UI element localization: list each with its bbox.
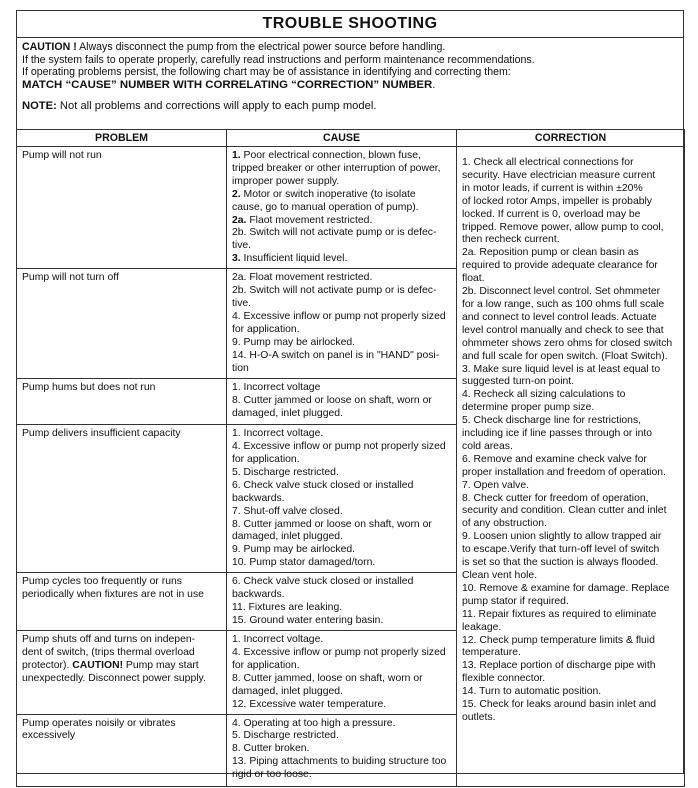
cause-text: 4. Operating at too high a pressure.	[232, 717, 396, 729]
problem-cell	[17, 425, 227, 573]
cause-item	[232, 699, 452, 712]
cause-text: 7. Shut-off valve closed.	[232, 505, 343, 517]
match-period: .	[432, 78, 436, 91]
cause-text: Flaot movement restricted.	[246, 214, 373, 226]
cause-item	[232, 480, 452, 506]
cause-text: 5. Discharge restricted.	[232, 730, 339, 742]
cause-cell	[227, 573, 457, 631]
cause-text: 5. Discharge restricted.	[232, 466, 339, 478]
intro-line-2: If the system fails to operate properly, carefully read instructions and perform maintenance recommendations.	[22, 53, 535, 66]
cause-text: Motor or switch inoperative (to isolate cause, go to manual operation of pump).	[232, 188, 419, 213]
cause-text: 11. Fixtures are leaking.	[232, 601, 343, 613]
cause-cell	[227, 269, 457, 379]
cause-item	[232, 615, 452, 628]
cause-item	[232, 253, 452, 266]
cause-cell	[227, 147, 457, 269]
problem-text-part: Pump shuts off and turns on indepen- dent of switch, (trips thermal overload protector).	[22, 634, 196, 671]
cause-item	[232, 576, 452, 602]
cause-item	[232, 718, 452, 731]
cause-item	[232, 634, 452, 647]
cause-text: 2b. Switch will not activate pump or is defec- tive.	[232, 227, 437, 252]
cause-item	[232, 150, 452, 189]
correction-item: 2b. Disconnect level control. Set ohmmeter for a low range, such as 100 ohms full scale and connect to level control leads. Actuate level control manually and check to see that ohmmeter shows zero ohms for closed switch and full scale for open switch. (Float Switch).	[462, 286, 673, 362]
cause-text: 6. Check valve stuck closed or installed backwards.	[232, 479, 414, 504]
correction-cell	[457, 147, 685, 787]
troubleshooting-sheet	[16, 10, 684, 781]
cause-text: 15. Ground water entering basin.	[232, 614, 384, 626]
header-correction: CORRECTION	[457, 130, 685, 147]
correction-item: 5. Check discharge line for restrictions, including ice if line passes through or into cold areas.	[462, 415, 653, 452]
cause-number: 1.	[232, 150, 241, 161]
correction-item: 12. Check pump temperature limits & fluid temperature.	[462, 634, 655, 659]
problem-text: Pump cycles too frequently or runs periodically when fixtures are not in use	[22, 576, 204, 601]
header-cause: CAUSE	[227, 130, 457, 147]
cause-cell	[227, 631, 457, 714]
cause-text: 2a. Float movement restricted.	[232, 272, 373, 284]
problem-caution-label: CAUTION!	[72, 659, 124, 671]
intro-line-3: If operating problems persist, the following chart may be of assistance in identifying and correcting them:	[22, 66, 511, 79]
problem-cell	[17, 714, 227, 786]
cause-cell	[227, 425, 457, 573]
cause-item	[232, 272, 452, 285]
troubleshooting-table	[16, 129, 685, 787]
problem-text: Pump delivers insufficient capacity	[22, 428, 181, 440]
cause-text: 1. Incorrect voltage.	[232, 428, 324, 440]
cause-item	[232, 350, 452, 376]
cause-text: 4. Excessive inflow or pump not properly sized for application.	[232, 310, 446, 335]
cause-item	[232, 730, 452, 743]
cause-number: 2a.	[232, 214, 247, 226]
correction-item: 7. Open valve.	[462, 479, 530, 491]
cause-text: 10. Pump stator damaged/torn.	[232, 557, 376, 569]
correction-item: 11. Repair fixtures as required to eliminate leakage.	[462, 608, 657, 633]
problem-text	[22, 634, 206, 684]
cause-item	[232, 467, 452, 480]
cause-cell	[227, 379, 457, 425]
problem-text-part: Pump may start unexpectedly. Disconnect power supply.	[22, 659, 206, 684]
correction-item: 15. Check for leaks around basin inlet and outlets.	[462, 699, 657, 723]
cause-item	[232, 557, 452, 570]
table-row	[17, 147, 685, 269]
cause-item	[232, 602, 452, 615]
cause-cell	[227, 714, 457, 786]
caution-line	[22, 41, 678, 54]
page-title: TROUBLE SHOOTING	[17, 11, 683, 38]
cause-item	[232, 673, 452, 699]
cause-number: 3.	[232, 253, 241, 265]
cause-text: 4. Excessive inflow or pump not properly sized for application.	[232, 647, 446, 671]
cause-item	[232, 743, 452, 756]
problem-cell	[17, 269, 227, 379]
cause-item	[232, 441, 452, 467]
problem-cell	[17, 631, 227, 714]
correction-item: 3. Make sure liquid level is at least equal to suggested turn-on point.	[462, 363, 661, 388]
correction-item: 6. Remove and examine check valve for proper installation and freedom of operation.	[462, 453, 666, 478]
cause-item	[232, 227, 452, 253]
cause-text: Poor electrical connection, blown fuse, tripped breaker or other interruption of power, improper power supply.	[232, 150, 441, 187]
cause-item	[232, 285, 452, 311]
problem-text: Pump operates noisily or vibrates excessively	[22, 717, 176, 742]
cause-text: 9. Pump may be airlocked.	[232, 544, 356, 556]
cause-item	[232, 647, 452, 673]
cause-item	[232, 215, 452, 228]
problem-text: Pump will not turn off	[22, 272, 119, 284]
cause-number: 2.	[232, 188, 241, 200]
cause-text: Insufficient liquid level.	[240, 253, 348, 265]
correction-item: 4. Recheck all sizing calculations to determine proper pump size.	[462, 389, 626, 414]
cause-text: 2b. Switch will not activate pump or is defec- tive.	[232, 285, 437, 309]
match-instruction	[22, 79, 678, 92]
cause-text: 8. Cutter jammed, loose on shaft, worn or damaged, inlet plugged.	[232, 672, 423, 697]
intro-block	[17, 38, 683, 113]
table-header-row	[17, 130, 685, 147]
cause-text: 9. Pump may be airlocked.	[232, 336, 356, 348]
note-line	[22, 100, 678, 113]
cause-text: 8. Cutter broken.	[232, 743, 310, 755]
problem-cell	[17, 379, 227, 425]
problem-text: Pump will not run	[22, 150, 102, 161]
correction-item: 2a. Reposition pump or clean basin as required to provide adequate clearance for float.	[462, 247, 658, 285]
problem-cell	[17, 573, 227, 631]
cause-item	[232, 544, 452, 557]
note-label: NOTE:	[22, 100, 57, 113]
cause-text: 14. H-O-A switch on panel is in "HAND" posi- tion	[232, 349, 440, 374]
cause-item	[232, 756, 452, 782]
correction-item: 14. Turn to automatic position.	[462, 686, 602, 698]
match-text: MATCH “CAUSE” NUMBER WITH CORRELATING “CORRECTION” NUMBER	[22, 78, 433, 91]
cause-item	[232, 395, 452, 421]
cause-text: 12. Excessive water temperature.	[232, 698, 387, 710]
caution-text: Always disconnect the pump from the electrical power source before handling.	[76, 41, 446, 53]
cause-text: 1. Incorrect voltage	[232, 382, 321, 394]
cause-item	[232, 428, 452, 441]
cause-item	[232, 311, 452, 337]
cause-text: 13. Piping attachments to buiding structure too rigid or too loose.	[232, 756, 447, 781]
cause-text: 8. Cutter jammed or loose on shaft, worn or damaged, inlet plugged.	[232, 395, 432, 419]
cause-item	[232, 382, 452, 395]
correction-item: 1. Check all electrical connections for security. Have electrician measure current in motor leads, if current is within ±20% of locked rotor Amps, impeller is probably locked. If current is 0, overload may be tripped. Remove power, allow pump to cool, then recheck current.	[462, 157, 664, 246]
cause-item	[232, 506, 452, 519]
cause-text: 6. Check valve stuck closed or installed backwards.	[232, 576, 414, 601]
correction-item: 13. Replace portion of discharge pipe with flexible connector.	[462, 660, 656, 685]
cause-item	[232, 337, 452, 350]
correction-item: 9. Loosen union slightly to allow trapped air to escape.Verify that turn-off level of switch is set so that the suction is always flooded. Clean vent hole.	[462, 531, 662, 581]
cause-item	[232, 519, 452, 545]
problem-cell	[17, 147, 227, 269]
cause-text: 1. Incorrect voltage.	[232, 634, 324, 646]
correction-item: 10. Remove & examine for damage. Replace pump stator if required.	[462, 582, 670, 607]
cause-text: 4. Excessive inflow or pump not properly sized for application.	[232, 441, 446, 465]
cause-item	[232, 189, 452, 215]
note-text: Not all problems and corrections will apply to each pump model.	[56, 100, 377, 113]
correction-item: 8. Check cutter for freedom of operation, security and condition. Clean cutter and inlet of any obstruction.	[462, 492, 667, 530]
header-problem: PROBLEM	[17, 130, 227, 147]
cause-text: 8. Cutter jammed or loose on shaft, worn or damaged, inlet plugged.	[232, 518, 432, 543]
problem-text: Pump hums but does not run	[22, 382, 156, 394]
caution-label: CAUTION !	[22, 41, 77, 53]
